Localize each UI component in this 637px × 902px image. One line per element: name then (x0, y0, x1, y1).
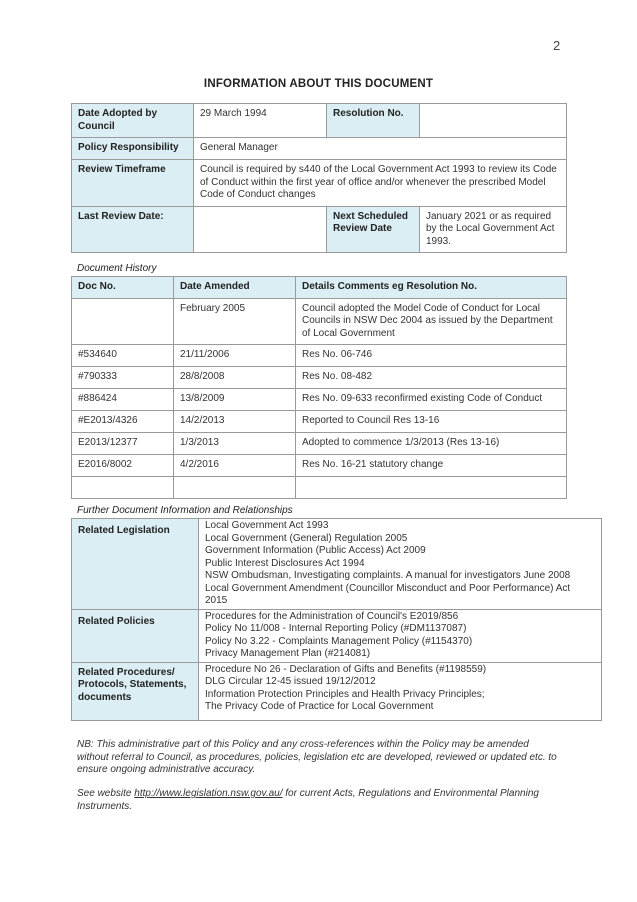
document-history-table (71, 276, 567, 499)
legislation-item: NSW Ombudsman, Investigating complaints. A manual for investigators June 2008 (205, 570, 571, 581)
table-row (72, 298, 567, 345)
history-cell: 28/8/2008 (174, 367, 296, 389)
legislation-label: Related Legislation (72, 519, 199, 610)
table-row (72, 411, 567, 433)
policy-item: Policy No 11/008 - Internal Reporting Policy (#DM1137087) (205, 623, 467, 634)
last-review-label: Last Review Date: (72, 206, 194, 253)
history-cell: February 2005 (174, 298, 296, 345)
document-info-table (71, 103, 567, 253)
date-adopted-label: Date Adopted by Council (72, 104, 194, 138)
next-review-value: January 2021 or as required by the Local Government Act 1993. (420, 206, 567, 253)
legislation-item: Local Government Amendment (Councillor Misconduct and Poor Performance) Act 2015 (205, 582, 571, 606)
policy-item: Procedures for the Administration of Council's E2019/856 (205, 610, 459, 622)
history-header-details: Details Comments eg Resolution No. (296, 277, 567, 299)
procedure-item: DLG Circular 12-45 issued 19/12/2012 (205, 676, 376, 687)
date-adopted-value: 29 March 1994 (194, 104, 327, 138)
review-timeframe-value: Council is required by s440 of the Local Government Act 1993 to review its Code of Conduct within the first year of office and/or whenever the prescribed Model Code of Conduct changes (194, 160, 567, 207)
resolution-value (420, 104, 567, 138)
history-caption: Document History (77, 263, 157, 274)
policies-list (199, 609, 602, 662)
policy-item: Policy No 3.22 - Complaints Management Policy (#1154370) (205, 635, 473, 647)
history-cell: #534640 (72, 345, 174, 367)
legislation-item: Government Information (Public Access) Act 2009 (205, 545, 426, 556)
history-cell: Res No. 09-633 reconfirmed existing Code of Conduct (296, 389, 567, 411)
legislation-list (199, 519, 602, 610)
history-cell (174, 477, 296, 499)
history-cell (72, 298, 174, 345)
policy-responsibility-value: General Manager (194, 138, 567, 160)
history-header-doc-no: Doc No. (72, 277, 174, 299)
procedures-label: Related Procedures/ Protocols, Statements, documents (72, 662, 199, 720)
history-cell: 13/8/2009 (174, 389, 296, 411)
page-title: INFORMATION ABOUT THIS DOCUMENT (203, 78, 434, 90)
table-row (72, 455, 567, 477)
further-caption: Further Document Information and Relationships (77, 505, 293, 516)
table-row (72, 389, 567, 411)
history-cell: E2016/8002 (72, 455, 174, 477)
policies-label: Related Policies (72, 609, 199, 662)
policy-item: Privacy Management Plan (#214081) (205, 648, 371, 659)
website-prefix: See website (77, 788, 135, 799)
further-info-table (71, 518, 602, 721)
history-cell: 4/2/2016 (174, 455, 296, 477)
history-cell: Reported to Council Res 13-16 (296, 411, 567, 433)
procedure-item: Procedure No 26 - Declaration of Gifts and Benefits (#1198559) (205, 663, 487, 675)
legislation-website-link[interactable]: http://www.legislation.nsw.gov.au/ (134, 788, 283, 799)
nb-note: NB: This administrative part of this Policy and any cross-references within the Policy may be amended without referral to Council, as procedures, policies, legislation etc are developed, reviewed or updated etc. to ensure ongoing administrative accuracy. (77, 739, 557, 775)
history-cell: E2013/12377 (72, 433, 174, 455)
procedure-item: Information Protection Principles and Health Privacy Principles; (205, 688, 485, 700)
procedures-list (199, 662, 602, 720)
policy-responsibility-label: Policy Responsibility (72, 138, 194, 160)
history-cell: Res No. 06-746 (296, 345, 567, 367)
history-cell: Res No. 16-21 statutory change (296, 455, 567, 477)
last-review-value (194, 206, 327, 253)
history-cell (296, 477, 567, 499)
history-cell (72, 477, 174, 499)
history-cell: Res No. 08-482 (296, 367, 567, 389)
review-timeframe-label: Review Timeframe (72, 160, 194, 207)
history-cell: #886424 (72, 389, 174, 411)
table-row (72, 345, 567, 367)
next-review-label: Next Scheduled Review Date (327, 206, 420, 253)
history-cell: #E2013/4326 (72, 411, 174, 433)
procedure-item: The Privacy Code of Practice for Local Government (205, 701, 434, 712)
history-header-date: Date Amended (174, 277, 296, 299)
history-cell: 21/11/2006 (174, 345, 296, 367)
legislation-item: Local Government Act 1993 (205, 520, 329, 531)
legislation-item: Public Interest Disclosures Act 1994 (205, 557, 365, 569)
table-row (72, 477, 567, 499)
history-cell: Council adopted the Model Code of Conduct for Local Councils in NSW Dec 2004 as issued by the Department of Local Government (296, 298, 567, 345)
legislation-item: Local Government (General) Regulation 2005 (205, 532, 408, 544)
history-cell: 14/2/2013 (174, 411, 296, 433)
history-cell: Adopted to commence 1/3/2013 (Res 13-16) (296, 433, 567, 455)
table-row (72, 433, 567, 455)
resolution-label: Resolution No. (327, 104, 420, 138)
history-cell: 1/3/2013 (174, 433, 296, 455)
page-number: 2 (553, 38, 561, 53)
history-cell: #790333 (72, 367, 174, 389)
website-suffix: for current Acts, Regulations and Environmental Planning Instruments. (77, 788, 539, 812)
table-row (72, 367, 567, 389)
website-note (77, 788, 547, 813)
